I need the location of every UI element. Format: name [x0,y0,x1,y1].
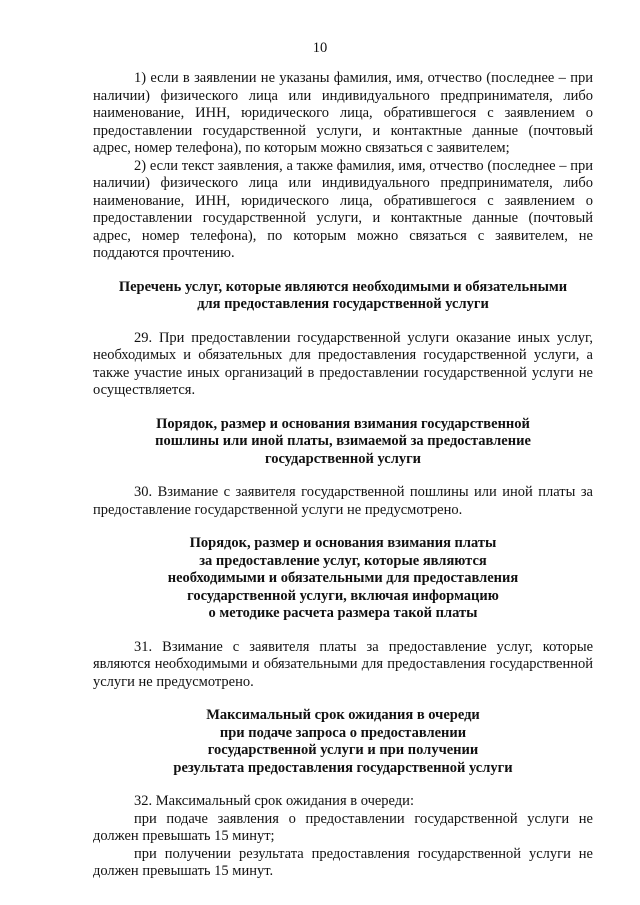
heading-line: за предоставление услуг, которые являются [199,552,487,569]
heading-line: Порядок, размер и основания взимания платы [189,535,497,551]
heading-line: при подаче запроса о предоставлении [219,724,467,741]
heading-line: Перечень услуг, которые являются необходимыми и обязательными [118,278,568,295]
page-number: 10 [312,40,328,56]
heading-line: Максимальный срок ожидания в очереди [206,707,480,723]
heading-line: государственной услуги, включая информацию [187,587,499,604]
paragraph: 2) если текст заявления, а также фамилия, имя, отчество (последнее – при наличии) физического лица или индивидуального предпринимателя, либо наименование, ИНН, юридического лица, обратившегося с заявлением о предоставлении государственной услуги, и контактные данные (почтовый адрес, номер телефона), по которым можно связаться с заявителем, не поддаются прочтению. [93,157,593,261]
heading-line: пошлины или иной платы, взимаемой за предоставление [155,433,531,449]
paragraph: при получении результата предоставления государственной услуги не должен превышать 15 минут. [93,845,593,879]
heading-line: необходимыми и обязательными для предоставления [167,570,519,586]
section-heading [93,416,593,469]
section-heading [93,707,593,777]
heading-line: для предоставления государственной услуги [197,296,489,312]
section-heading [93,279,593,314]
paragraph: 29. При предоставлении государственной услуги оказание иных услуг, необходимых и обязательных для предоставления государственной услуги, а также участие иных организаций в предоставлении государственной услуги не осуществляется. [93,329,593,398]
paragraph: 31. Взимание с заявителя платы за предоставление услуг, которые являются необходимыми и обязательными для предоставления государственной услуги не предусмотрено. [93,638,593,690]
paragraph: 1) если в заявлении не указаны фамилия, имя, отчество (последнее – при наличии) физического лица или индивидуального предпринимателя, либо наименование, ИНН, юридического лица, обратившегося с заявлением о предоставлении государственной услуги, и контактные данные (почтовый адрес, номер телефона), по которым можно связаться с заявителем; [93,70,593,156]
heading-line: Порядок, размер и основания взимания государственной [156,415,530,432]
section-heading [93,535,593,623]
paragraph: 32. Максимальный срок ожидания в очереди: [134,793,414,809]
heading-line: о методике расчета размера такой платы [208,605,478,621]
paragraph: при подаче заявления о предоставлении государственной услуги не должен превышать 15 минут; [93,810,593,844]
heading-line: государственной услуги [264,450,422,467]
paragraph: 30. Взимание с заявителя государственной пошлины или иной платы за предоставление государственной услуги не предусмотрено. [93,484,593,518]
heading-line: результата предоставления государственной услуги [173,759,513,776]
document-body [93,70,593,881]
heading-line: государственной услуги и при получении [207,742,479,758]
